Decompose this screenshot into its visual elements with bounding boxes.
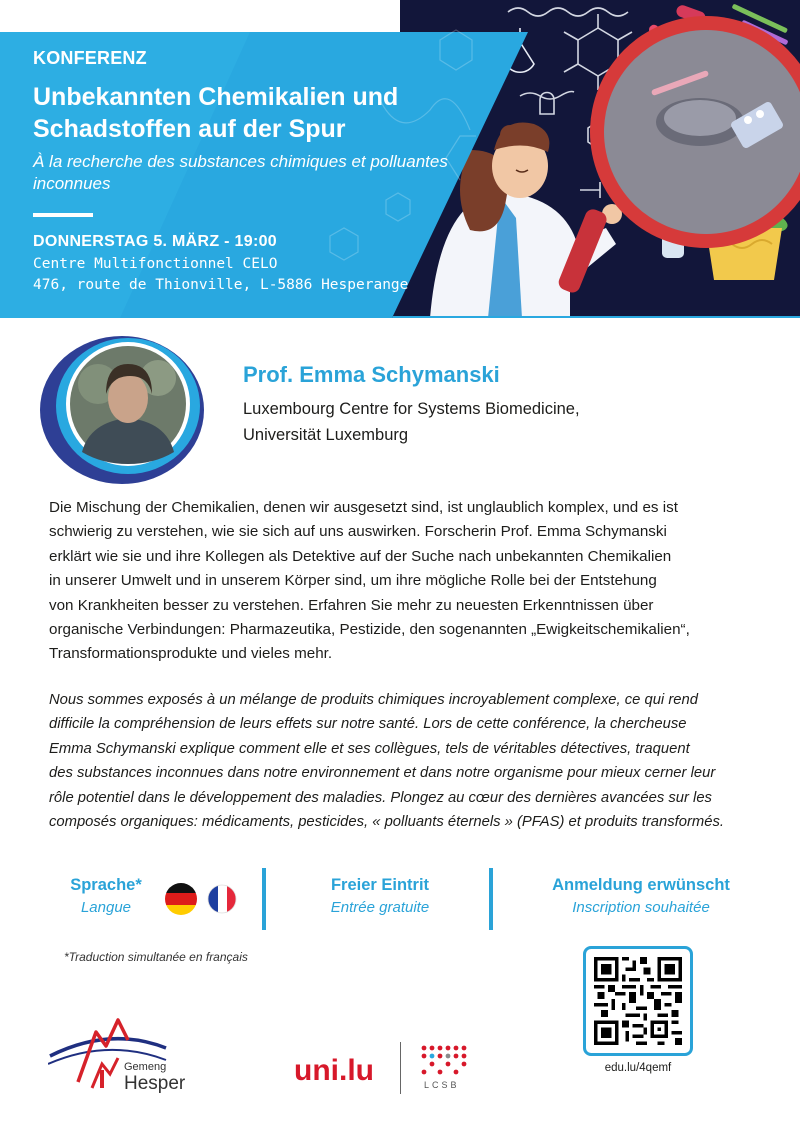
event-title: [33, 81, 513, 145]
lcsb-logo: [420, 1044, 476, 1094]
registration-qr-code[interactable]: [583, 946, 693, 1056]
speaker-name: Prof. Emma Schymanski: [243, 362, 500, 387]
description-de-line: Die Mischung der Chemikalien, denen wir ausgesetzt sind, ist unglaublich komplex, und es ist: [49, 499, 678, 516]
language-info: [56, 876, 156, 916]
venue-name: Centre Multifonctionnel CELO: [33, 256, 278, 272]
entry-label: Freier Eintrit: [330, 876, 430, 894]
event-type-label: KONFERENZ: [33, 48, 147, 68]
description-de-line: organische Verbindungen: Pharmazeutika, Pestizide, den sogenannten „Ewigkeitschemikalien“,: [49, 621, 690, 639]
language-flags: [164, 882, 238, 916]
event-subtitle-fr: À la recherche des substances chimiques et polluantes inconnues: [33, 152, 448, 193]
description-de-line: Transformationsprodukte und vieles mehr.: [49, 645, 333, 663]
commune-name-small: Gemeng: [124, 1061, 167, 1073]
qr-caption-link[interactable]: edu.lu/4qemf: [604, 1062, 672, 1074]
entry-sub: Entrée gratuite: [330, 899, 430, 916]
translation-footnote: *Traduction simultanée en français: [64, 950, 248, 964]
event-title-line1: Unbekannten Chemikalien und: [33, 83, 399, 111]
description-fr-line: difficile la compréhension de leurs effets sur notre santé. Lors de cette conférence, la chercheuse: [49, 716, 687, 733]
commune-name: Hesper: [124, 1073, 186, 1094]
venue-address: 476, route de Thionville, L-5886 Hesperange: [33, 277, 409, 293]
entry-info: [290, 876, 470, 916]
description-fr-line: Emma Schymanski explique comment elle et ses collègues, tels de véritables détectives, traquent: [49, 740, 690, 757]
language-sub: Langue: [80, 899, 132, 916]
speaker-portrait: [38, 334, 208, 486]
description-fr-line: des substances inconnues dans notre environnement et dans notre organisme pour mieux cerner leur: [49, 765, 716, 782]
registration-sub: Inscription souhaitée: [572, 899, 710, 916]
registration-label: Anmeldung erwünscht: [552, 876, 730, 894]
fr-flag-icon: [208, 882, 237, 916]
qr-code-icon: [594, 957, 682, 1045]
description-fr-line: rôle potentiel dans le développement des maladies. Plongez au cœur des dernières avancées sur les: [49, 789, 712, 806]
description-de-line: schwierig zu verstehen, wie sie sich auf uns auswirken. Forscherin Prof. Emma Schymanski: [49, 523, 667, 541]
logo-divider: [400, 1042, 401, 1094]
hero-divider: [33, 213, 93, 217]
registration-info: [530, 876, 752, 916]
hero-banner: [0, 0, 800, 318]
hero-text-block: [33, 48, 513, 296]
description-de: [49, 496, 769, 667]
speaker-affiliation-line1: Luxembourg Centre for Systems Biomedicine,: [243, 400, 580, 418]
speaker-affiliation-line2: Universität Luxemburg: [243, 426, 409, 444]
description-fr-line: Nous sommes exposés à un mélange de produits chimiques incroyablement complexe, ce qui rend: [49, 692, 698, 708]
description-de-line: in unserer Umwelt und in unserem Körper sind, um ihre mögliche Rolle bei der Entstehung: [49, 572, 657, 590]
event-date: DONNERSTAG 5. MÄRZ - 19:00: [33, 233, 277, 250]
description-de-line: von Krankheiten besser zu verstehen. Erfahren Sie mehr zu neuesten Erkenntnissen über: [49, 596, 654, 614]
speaker-info: [243, 362, 763, 448]
university-logo: [294, 1052, 384, 1084]
language-label: Sprache*: [70, 876, 142, 894]
info-divider: [262, 868, 266, 930]
speaker-affiliation: [243, 396, 763, 448]
info-divider: [489, 868, 493, 930]
lcsb-logo-text: LCSB: [424, 1080, 460, 1090]
event-venue: [33, 254, 513, 296]
description-fr: [49, 688, 779, 834]
university-logo-text: uni.lu: [294, 1054, 374, 1084]
event-title-line2: Schadstoffen auf der Spur: [33, 115, 346, 143]
description-de-line: erklärt wie sie und ihre Kollegen als Detektive auf der Suche nach unbekannten Chemikalien: [49, 547, 672, 565]
description-fr-line: composés organiques: médicaments, pesticides, « polluants éternels » (PFAS) et produits transformés.: [49, 814, 724, 831]
de-flag-icon: [164, 882, 198, 916]
